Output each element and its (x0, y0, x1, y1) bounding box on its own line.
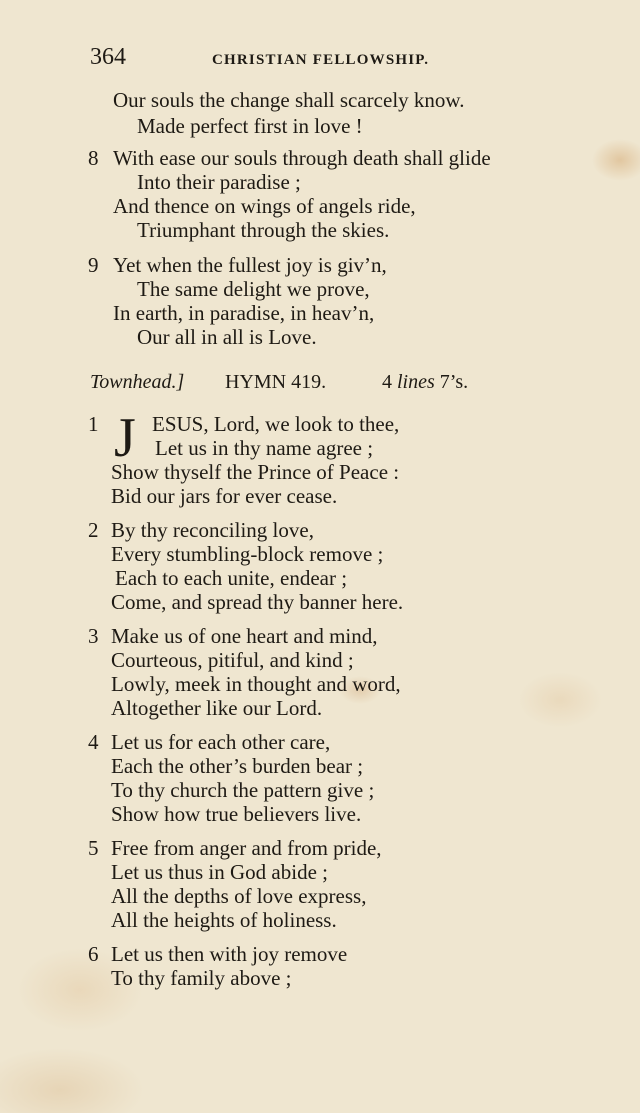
verse-line: Let us in thy name agree ; (155, 436, 374, 460)
verse-line: Let us thus in God abide ; (111, 860, 328, 884)
verse-line: Yet when the fullest joy is giv’n, (113, 253, 387, 277)
verse-line: To thy family above ; (111, 966, 292, 990)
tune-name: Townhead.] (90, 371, 185, 393)
verse-line: Make us of one heart and mind, (111, 624, 378, 648)
verse-line: All the heights of holiness. (111, 908, 337, 932)
verse-line: And thence on wings of angels ride, (113, 194, 416, 218)
hymn-heading (90, 371, 500, 397)
verse-line: Each to each unite, endear ; (115, 566, 348, 590)
page-header (90, 44, 480, 74)
page-number: 364 (90, 44, 126, 70)
verse-line: With ease our souls through death shall glide (113, 146, 491, 170)
verse-line: Let us then with joy remove (111, 942, 348, 966)
verse-line: Our all in all is Love. (137, 325, 317, 349)
verse-line: Courteous, pitiful, and kind ; (111, 648, 354, 672)
meter-type: 7’s. (439, 371, 469, 393)
verse-line: The same delight we prove, (137, 277, 370, 301)
hymn-meter (382, 371, 468, 394)
stanza-number: 2 (88, 518, 99, 542)
verse-line: Each the other’s burden bear ; (111, 754, 364, 778)
verse-line: Every stumbling-block remove ; (111, 542, 384, 566)
verse-line: Lowly, meek in thought and word, (111, 672, 401, 696)
verse-line: To thy church the pattern give ; (111, 778, 375, 802)
stanza-number: 8 (88, 146, 99, 170)
verse-line: By thy reconciling love, (111, 518, 314, 542)
meter-count: 4 (382, 371, 392, 393)
verse-line: Free from anger and from pride, (111, 836, 382, 860)
stanza-number: 4 (88, 730, 99, 754)
verse-line: Let us for each other care, (111, 730, 331, 754)
verse-line: Into their paradise ; (137, 170, 301, 194)
verse-line: Our souls the change shall scarcely know. (113, 88, 465, 112)
drop-cap: J (114, 407, 136, 469)
verse-line: All the depths of love express, (111, 884, 367, 908)
verse-line: In earth, in paradise, in heav’n, (113, 301, 375, 325)
meter-label: lines (397, 371, 435, 393)
stanza-number: 9 (88, 253, 99, 277)
verse-line: Triumphant through the skies. (137, 218, 390, 242)
stanza-number: 3 (88, 624, 99, 648)
verse-line: Show how true believers live. (111, 802, 362, 826)
hymn-title: HYMN 419. (225, 371, 327, 393)
stanza-number: 6 (88, 942, 99, 966)
verse-line: Altogether like our Lord. (111, 696, 323, 720)
running-head: CHRISTIAN FELLOWSHIP. (212, 52, 430, 68)
verse-line: Show thyself the Prince of Peace : (111, 460, 400, 484)
verse-line: Bid our jars for ever cease. (111, 484, 338, 508)
verse-line: Made perfect first in love ! (137, 114, 363, 138)
stanza-number: 5 (88, 836, 99, 860)
verse-line: Come, and spread thy banner here. (111, 590, 404, 614)
verse-line: ESUS, Lord, we look to thee, (152, 412, 400, 436)
stanza-number: 1 (88, 412, 99, 436)
